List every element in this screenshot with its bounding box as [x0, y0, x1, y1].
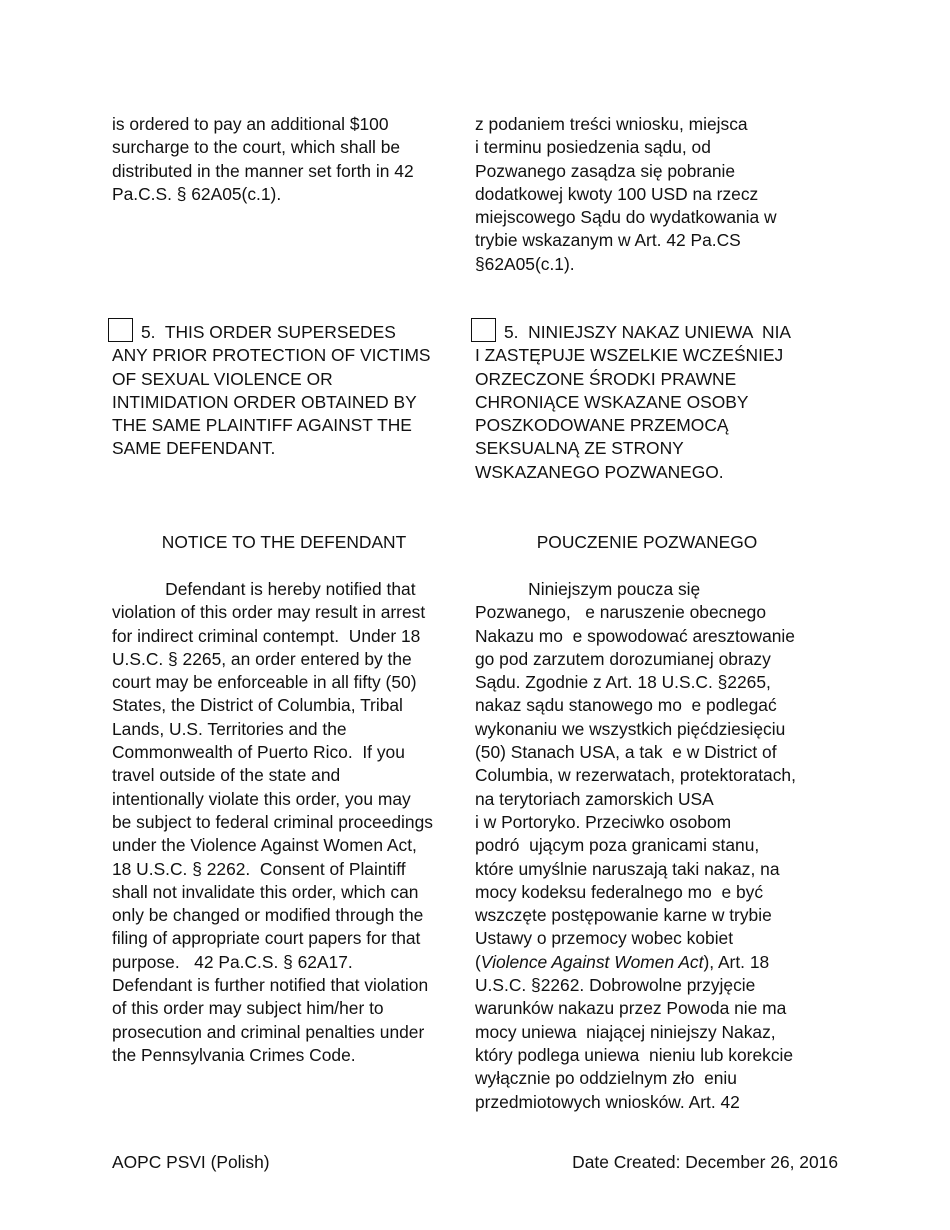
text-line: go pod zarzutem dorozumianej obrazy [475, 648, 771, 669]
vawa-act-title: Violence Against Women Act [480, 951, 704, 972]
text-line: for indirect criminal contempt. Under 18 [112, 625, 421, 646]
text-line: prosecution and criminal penalties under [112, 1021, 425, 1042]
footer-form-id: AOPC PSVI (Polish) [112, 1152, 270, 1172]
text-line: travel outside of the state and [112, 765, 341, 786]
text-line: §62A05(c.1). [475, 253, 575, 274]
text-line: i w Portoryko. Przeciwko osobom [475, 811, 732, 832]
text-line: only be changed or modified through the [112, 905, 424, 926]
text-line: który podlega uniewa nieniu lub korekcie [475, 1044, 794, 1065]
text-line: na terytoriach zamorskich USA [475, 788, 714, 809]
notice-heading-pl: POUCZENIE POZWANEGO [536, 532, 758, 552]
text-line: under the Violence Against Women Act, [112, 835, 417, 856]
notice-heading-en: NOTICE TO THE DEFENDANT [161, 532, 407, 552]
text-line: U.S.C. §2262. Dobrowolne przyjęcie [475, 975, 756, 996]
text-line: WSKAZANEGO POZWANEGO. [475, 461, 724, 482]
text-line: nakaz sądu stanowego mo e podlegać [475, 695, 777, 716]
notice-paragraph-en [112, 578, 460, 1067]
text-line: Pozwanego zasądza się pobranie [475, 160, 736, 181]
vawa-close-text: ), Art. 18 [703, 951, 770, 972]
supersede-paragraph-pl [475, 321, 825, 484]
text-line: Sądu. Zgodnie z Art. 18 U.S.C. §2265, [475, 672, 771, 693]
text-line [475, 951, 825, 974]
text-line: Defendant is further notified that violation [112, 975, 429, 996]
text-line: wszczęte postępowanie karne w trybie [475, 905, 772, 926]
text-line: przedmiotowych wniosków. Art. 42 [475, 1091, 740, 1112]
text-line: THE SAME PLAINTIFF AGAINST THE [112, 415, 412, 436]
text-line: które umyślnie naruszają taki nakaz, na [475, 858, 780, 879]
text-line: Nakazu mo e spowodować aresztowanie [475, 625, 795, 646]
text-line: ORZECZONE ŚRODKI PRAWNE [475, 368, 737, 389]
text-line: Pozwanego, e naruszenie obecnego [475, 602, 767, 623]
text-line: SAME DEFENDANT. [112, 438, 276, 459]
text-line: INTIMIDATION ORDER OBTAINED BY [112, 391, 417, 412]
text-line: States, the District of Columbia, Tribal [112, 695, 403, 716]
text-line: miejscowego Sądu do wydatkowania w [475, 207, 777, 228]
text-line: z podaniem treści wniosku, miejsca [475, 114, 748, 134]
text-line: distributed in the manner set forth in 42 [112, 160, 414, 181]
text-line: Niniejszym poucza się [475, 579, 701, 599]
surcharge-paragraph-en [112, 113, 460, 206]
text-line: CHRONIĄCE WSKAZANE OSOBY [475, 391, 749, 412]
footer-date-created: Date Created: December 26, 2016 [572, 1152, 838, 1172]
text-line: be subject to federal criminal proceedings [112, 811, 433, 832]
text-line: Commonwealth of Puerto Rico. If you [112, 742, 405, 763]
text-line: violation of this order may result in arrest [112, 602, 426, 623]
text-line: purpose. 42 Pa.C.S. § 62A17. [112, 951, 353, 972]
text-line: POSZKODOWANE PRZEMOCĄ [475, 415, 729, 436]
text-line: intentionally violate this order, you may [112, 788, 411, 809]
text-line: surcharge to the court, which shall be [112, 137, 401, 158]
text-line: (50) Stanach USA, a tak e w District of [475, 742, 777, 763]
text-line: dodatkowej kwoty 100 USD na rzecz [475, 183, 759, 204]
text-line: shall not invalidate this order, which can [112, 881, 419, 902]
text-line: Lands, U.S. Territories and the [112, 718, 347, 739]
text-line: wyłącznie po oddzielnym zło eniu [475, 1068, 737, 1089]
text-line: is ordered to pay an additional $100 [112, 114, 389, 134]
surcharge-paragraph-pl [475, 113, 825, 276]
text-line: 5. NINIEJSZY NAKAZ UNIEWA NIA [475, 322, 791, 342]
text-line: 5. THIS ORDER SUPERSEDES [112, 322, 396, 342]
text-line: Columbia, w rezerwatach, protektoratach, [475, 765, 796, 786]
text-line: U.S.C. § 2265, an order entered by the [112, 648, 412, 669]
text-line: 18 U.S.C. § 2262. Consent of Plaintiff [112, 858, 406, 879]
text-line: mocy kodeksu federalnego mo e być [475, 881, 764, 902]
text-line: warunków nakazu przez Powoda nie ma [475, 998, 787, 1019]
text-line: i terminu posiedzenia sądu, od [475, 137, 711, 158]
text-line: mocy uniewa niającej niniejszy Nakaz, [475, 1021, 776, 1042]
text-line: OF SEXUAL VIOLENCE OR [112, 368, 333, 389]
text-line: Ustawy o przemocy wobec kobiet [475, 928, 734, 949]
text-line: of this order may subject him/her to [112, 998, 384, 1019]
text-line: podró ującym poza granicami stanu, [475, 835, 760, 856]
text-line: the Pennsylvania Crimes Code. [112, 1044, 356, 1065]
text-line: I ZASTĘPUJE WSZELKIE WCZEŚNIEJ [475, 345, 784, 366]
text-line: Defendant is hereby notified that [112, 579, 416, 599]
text-line: trybie wskazanym w Art. 42 Pa.CS [475, 230, 741, 251]
text-line: SEKSUALNĄ ZE STRONY [475, 438, 684, 459]
notice-paragraph-pl [475, 578, 825, 1114]
text-line: filing of appropriate court papers for that [112, 928, 421, 949]
vawa-open-paren: ( [475, 951, 481, 972]
supersede-paragraph-en [112, 321, 460, 461]
text-line: Pa.C.S. § 62A05(c.1). [112, 183, 282, 204]
text-line: court may be enforceable in all fifty (50) [112, 672, 417, 693]
text-line: wykonaniu we wszystkich pięćdziesięciu [475, 718, 786, 739]
text-line: ANY PRIOR PROTECTION OF VICTIMS [112, 345, 431, 366]
